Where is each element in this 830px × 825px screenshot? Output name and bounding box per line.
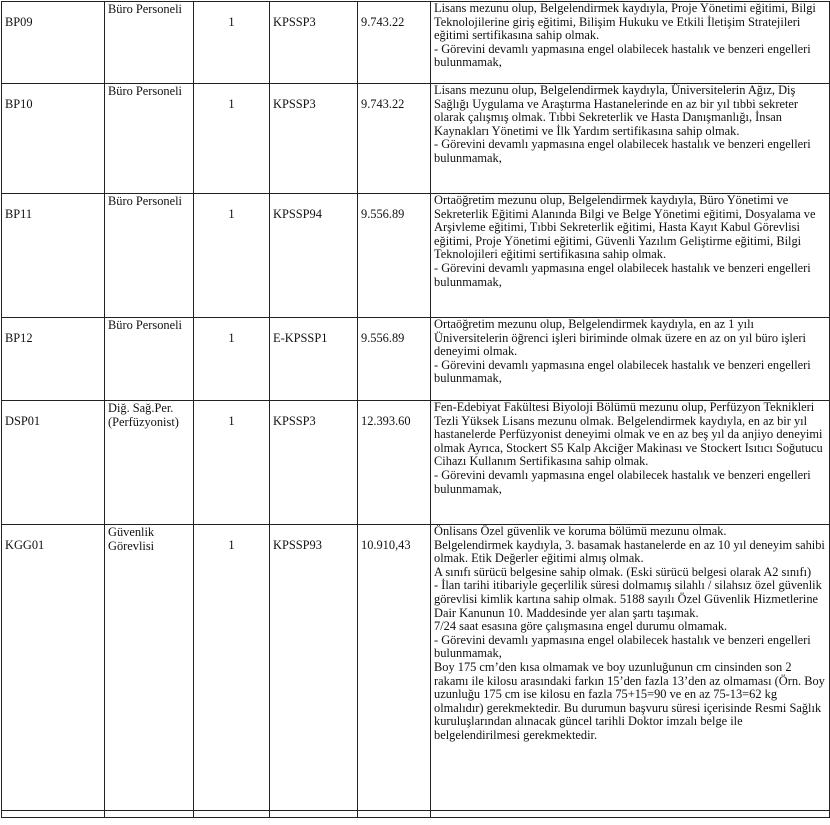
requirement-line: Ortaöğretim mezunu olup, Belgelendirmek kaydıyla, Büro Yönetimi ve Sekreterlik Eğitimi Alanında Bilgi ve Belge Yönetimi eğitimi, Dosyalama ve Arşivleme eğitimi, Tıbbi Sekreterlik eğitimi, Hasta Kayıt Kabul Görevlisi eğitimi, Proje Yönetimi eğitimi, Güvenli Yazılım Geliştirme eğitimi, Bilgi Teknolojileri eğitimi sertifikasına sahip olmak. bbox=[434, 193, 816, 262]
position-code: KGG01 bbox=[2, 525, 105, 811]
requirements bbox=[431, 318, 830, 401]
requirement-line: - Görevini devamlı yapmasına engel olabilecek hastalık ve benzeri engelleri bulunmamak, bbox=[434, 41, 811, 70]
table-row bbox=[2, 401, 830, 525]
minimum-score: 9.556.89 bbox=[358, 194, 431, 318]
position-title: Büro Personeli bbox=[105, 84, 194, 194]
position-title: Diğ. Sağ.Per. (Perfüzyonist) bbox=[105, 401, 194, 525]
requirement-line: - İlan tarihi itibariyle geçerlilik süresi dolmamış silahlı / silahsız özel güvenlik görevlisi kimlik kartına sahip olmak. 5188 sayılı Özel Güvenlik Hizmetlerine Dair Kanunun 10. Maddesinde yer alan şartı taşımak. bbox=[434, 578, 822, 620]
empty-cell bbox=[270, 811, 358, 818]
exam-type: KPSSP94 bbox=[270, 194, 358, 318]
requirement-line: A sınıfı sürücü belgesine sahip olmak. (Eski sürücü belgesi olarak A2 sınıfı) bbox=[434, 564, 812, 579]
table-row bbox=[2, 2, 830, 84]
requirement-line: - Görevini devamlı yapmasına engel olabilecek hastalık ve benzeri engelleri bulunmamak, bbox=[434, 467, 811, 496]
empty-cell bbox=[431, 811, 830, 818]
position-quantity: 1 bbox=[194, 318, 270, 401]
requirement-line: Ortaöğretim mezunu olup, Belgelendirmek kaydıyla, en az 1 yılı Üniversitelerin öğrenci işleri biriminde olmak üzere en az on yıl büro işleri deneyimi olmak. bbox=[434, 317, 806, 359]
position-quantity: 1 bbox=[194, 525, 270, 811]
position-code: BP10 bbox=[2, 84, 105, 194]
minimum-score: 10.910,43 bbox=[358, 525, 431, 811]
empty-cell bbox=[194, 811, 270, 818]
table-row bbox=[2, 84, 830, 194]
position-title: Güvenlik Görevlisi bbox=[105, 525, 194, 811]
position-quantity: 1 bbox=[194, 194, 270, 318]
minimum-score: 9.743.22 bbox=[358, 2, 431, 84]
position-quantity: 1 bbox=[194, 2, 270, 84]
requirement-line: Boy 175 cm’den kısa olmamak ve boy uzunluğunun cm cinsinden son 2 rakamı ile kilosu arasındaki farkın 15’den fazla 13’den az olmaması (Örn. Boy uzunluğu 175 cm ise kilosu en fazla 75+15=90 ve en az 75-13=62 kg olmalıdır) gerekmektedir. Bu durumun başvuru süresi içerisinde Resmi Sağlık kuruluşlarından alınacak güncel tarihli Doktor imzalı belge ile belgelendirilmesi gerekmektedir. bbox=[434, 659, 825, 742]
position-title: Büro Personeli bbox=[105, 194, 194, 318]
exam-type: KPSSP3 bbox=[270, 2, 358, 84]
exam-type: KPSSP3 bbox=[270, 84, 358, 194]
position-code: BP11 bbox=[2, 194, 105, 318]
empty-cell bbox=[105, 811, 194, 818]
exam-type: KPSSP3 bbox=[270, 401, 358, 525]
position-title: Büro Personeli bbox=[105, 2, 194, 84]
minimum-score: 12.393.60 bbox=[358, 401, 431, 525]
minimum-score: 9.743.22 bbox=[358, 84, 431, 194]
table-row bbox=[2, 194, 830, 318]
table-row bbox=[2, 318, 830, 401]
position-title: Büro Personeli bbox=[105, 318, 194, 401]
requirement-line: 7/24 saat esasına göre çalışmasına engel durumu olmamak. bbox=[434, 619, 728, 634]
empty-cell bbox=[358, 811, 431, 818]
requirements bbox=[431, 84, 830, 194]
requirements bbox=[431, 194, 830, 318]
position-quantity: 1 bbox=[194, 401, 270, 525]
requirement-line: Lisans mezunu olup, Belgelendirmek kaydıyla, Üniversitelerin Ağız, Diş Sağlığı Uygulama ve Araştırma Hastanelerinde en az bir yıl tıbbi sekreter olarak çalışmış olmak. Tıbbi Sekreterlik ve Hasta Danışmanlığı, İnsan Kaynakları Yönetimi ve İlk Yardım sertifikasına sahip olmak. bbox=[434, 83, 799, 138]
requirements bbox=[431, 401, 830, 525]
requirement-line: - Görevini devamlı yapmasına engel olabilecek hastalık ve benzeri engelleri bulunmamak, bbox=[434, 137, 811, 165]
exam-type: E-KPSSP1 bbox=[270, 318, 358, 401]
table-row bbox=[2, 525, 830, 811]
requirement-line: Belgelendirmek kaydıyla, 3. basamak hastanelerde en az 10 yıl deneyim sahibi olmak. Etik Değerler eğitimi almış olmak. bbox=[434, 537, 825, 566]
requirement-line: - Görevini devamlı yapmasına engel olabilecek hastalık ve benzeri engelleri bulunmamak, bbox=[434, 357, 811, 386]
requirement-line: Fen-Edebiyat Fakültesi Biyoloji Bölümü mezunu olup, Perfüzyon Teknikleri Tezli Yüksek Lisans mezunu olmak. Belgelendirmek kaydıyla, en az bir yıl hastanelerde Perfüzyonist deneyimi olmak ve en az beş yıl da anjiyo deneyimi olmak Ayrıca, Stockert S5 Kalp Akciğer Makinası ve Stockert Isıtıcı Soğutucu Cihazı Kullanım Sertifikasına sahip olmak. bbox=[434, 400, 823, 469]
minimum-score: 9.556.89 bbox=[358, 318, 431, 401]
positions-table bbox=[1, 1, 830, 818]
requirement-line: - Görevini devamlı yapmasına engel olabilecek hastalık ve benzeri engelleri bulunmamak, bbox=[434, 260, 811, 289]
exam-type: KPSSP93 bbox=[270, 525, 358, 811]
position-quantity: 1 bbox=[194, 84, 270, 194]
requirement-line: Lisans mezunu olup, Belgelendirmek kaydıyla, Proje Yönetimi eğitimi, Bilgi Teknolojilerine giriş eğitimi, Bilişim Hukuku ve Etkili İletişim Stratejileri eğitimi sertifikasına sahip olmak. bbox=[434, 1, 816, 43]
requirement-line: Önlisans Özel güvenlik ve koruma bölümü mezunu olmak. bbox=[434, 524, 727, 538]
position-code: BP12 bbox=[2, 318, 105, 401]
requirement-line: - Görevini devamlı yapmasına engel olabilecek hastalık ve benzeri engelleri bulunmamak, bbox=[434, 632, 811, 661]
requirements bbox=[431, 2, 830, 84]
empty-cell bbox=[2, 811, 105, 818]
table-row-partial bbox=[2, 811, 830, 818]
requirements bbox=[431, 525, 830, 811]
position-code: BP09 bbox=[2, 2, 105, 84]
position-code: DSP01 bbox=[2, 401, 105, 525]
